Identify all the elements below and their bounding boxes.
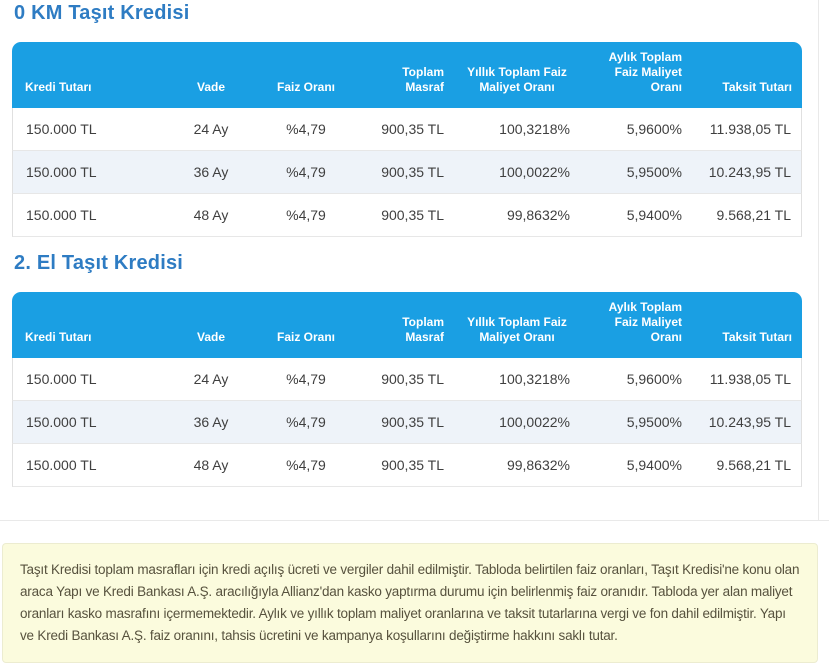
section-title: 2. El Taşıt Kredisi bbox=[14, 252, 184, 274]
table-cell: 900,35 TL bbox=[352, 151, 454, 194]
column-header-installment: Taksit Tutarı bbox=[692, 42, 802, 108]
table-cell: 5,9600% bbox=[580, 108, 692, 151]
table-header-row bbox=[12, 292, 802, 358]
rates-table bbox=[12, 42, 802, 237]
table-cell: 5,9400% bbox=[580, 444, 692, 487]
table-row bbox=[12, 108, 802, 151]
table-cell: 5,9500% bbox=[580, 151, 692, 194]
table-cell: 24 Ay bbox=[162, 358, 260, 401]
rates-table bbox=[12, 292, 802, 487]
column-header-monthly-total-rate: Aylık Toplam Faiz Maliyet Oranı bbox=[580, 42, 692, 108]
table-cell: %4,79 bbox=[260, 401, 352, 444]
table-cell: 9.568,21 TL bbox=[692, 444, 802, 487]
table-cell: 11.938,05 TL bbox=[692, 108, 802, 151]
column-header-credit-amount: Kredi Tutarı bbox=[12, 292, 162, 358]
table-cell: 36 Ay bbox=[162, 401, 260, 444]
column-header-installment: Taksit Tutarı bbox=[692, 292, 802, 358]
table-cell: %4,79 bbox=[260, 444, 352, 487]
disclaimer-text: Taşıt Kredisi toplam masrafları için kredi açılış ücreti ve vergiler dahil edilmiştir. Tabloda belirtilen faiz oranları, Taşıt Kredisi'ne konu olan araca Yapı ve Kredi Bankası A.Ş. aracılığıyla Allianz'dan kasko yaptırma durumu için belirlenmiş faiz oranıdır. Tabloda yer alan maliyet oranları kasko masrafını içermemektedir. Aylık ve yıllık toplam maliyet oranlarına ve taksit tutarlarına vergi ve fon dahil edilmiştir. Yapı ve Kredi Bankası A.Ş. faiz oranını, tahsis ücretini ve kampanya koşullarını değiştirme hakkını saklı tutar. bbox=[20, 562, 800, 643]
table-cell: %4,79 bbox=[260, 358, 352, 401]
table-cell: %4,79 bbox=[260, 194, 352, 237]
table-cell: 48 Ay bbox=[162, 194, 260, 237]
column-header-interest-rate: Faiz Oranı bbox=[260, 42, 352, 108]
table-cell: 11.938,05 TL bbox=[692, 358, 802, 401]
table-cell: %4,79 bbox=[260, 151, 352, 194]
table-row bbox=[12, 358, 802, 401]
table-header bbox=[12, 292, 802, 358]
table-cell: 9.568,21 TL bbox=[692, 194, 802, 237]
table-cell: 36 Ay bbox=[162, 151, 260, 194]
table-cell: 150.000 TL bbox=[12, 358, 162, 401]
disclaimer-note bbox=[2, 543, 818, 663]
table-cell: 900,35 TL bbox=[352, 108, 454, 151]
table-cell: 100,3218% bbox=[454, 108, 580, 151]
table-cell: 10.243,95 TL bbox=[692, 151, 802, 194]
table-cell: 900,35 TL bbox=[352, 444, 454, 487]
table-cell: 150.000 TL bbox=[12, 108, 162, 151]
table-cell: 100,0022% bbox=[454, 151, 580, 194]
column-header-annual-total-rate: Yıllık Toplam Faiz Maliyet Oranı bbox=[454, 42, 580, 108]
column-header-interest-rate: Faiz Oranı bbox=[260, 292, 352, 358]
table-body bbox=[12, 358, 802, 487]
horizontal-page-divider bbox=[0, 520, 829, 521]
table-cell: 150.000 TL bbox=[12, 151, 162, 194]
table-cell: 150.000 TL bbox=[12, 194, 162, 237]
table-cell: 48 Ay bbox=[162, 444, 260, 487]
table-cell: 99,8632% bbox=[454, 194, 580, 237]
vertical-page-divider bbox=[818, 0, 819, 520]
table-cell: 150.000 TL bbox=[12, 444, 162, 487]
column-header-total-cost: Toplam Masraf bbox=[352, 42, 454, 108]
table-header-row bbox=[12, 42, 802, 108]
table-cell: 5,9500% bbox=[580, 401, 692, 444]
table-cell: %4,79 bbox=[260, 108, 352, 151]
table-cell: 24 Ay bbox=[162, 108, 260, 151]
table-row bbox=[12, 151, 802, 194]
table-cell: 99,8632% bbox=[454, 444, 580, 487]
table-cell: 900,35 TL bbox=[352, 194, 454, 237]
table-header bbox=[12, 42, 802, 108]
table-cell: 900,35 TL bbox=[352, 401, 454, 444]
column-header-term: Vade bbox=[162, 42, 260, 108]
column-header-monthly-total-rate: Aylık Toplam Faiz Maliyet Oranı bbox=[580, 292, 692, 358]
table-cell: 5,9400% bbox=[580, 194, 692, 237]
table-row bbox=[12, 401, 802, 444]
table-cell: 100,3218% bbox=[454, 358, 580, 401]
section-new-car-loan bbox=[12, 0, 802, 237]
table-cell: 5,9600% bbox=[580, 358, 692, 401]
table-cell: 150.000 TL bbox=[12, 401, 162, 444]
table-cell: 900,35 TL bbox=[352, 358, 454, 401]
table-cell: 100,0022% bbox=[454, 401, 580, 444]
section-used-car-loan bbox=[12, 250, 802, 487]
column-header-annual-total-rate: Yıllık Toplam Faiz Maliyet Oranı bbox=[454, 292, 580, 358]
table-row bbox=[12, 444, 802, 487]
page-title: 0 KM Taşıt Kredisi bbox=[14, 2, 190, 24]
column-header-credit-amount: Kredi Tutarı bbox=[12, 42, 162, 108]
column-header-term: Vade bbox=[162, 292, 260, 358]
table-body bbox=[12, 108, 802, 237]
column-header-total-cost: Toplam Masraf bbox=[352, 292, 454, 358]
table-row bbox=[12, 194, 802, 237]
table-cell: 10.243,95 TL bbox=[692, 401, 802, 444]
